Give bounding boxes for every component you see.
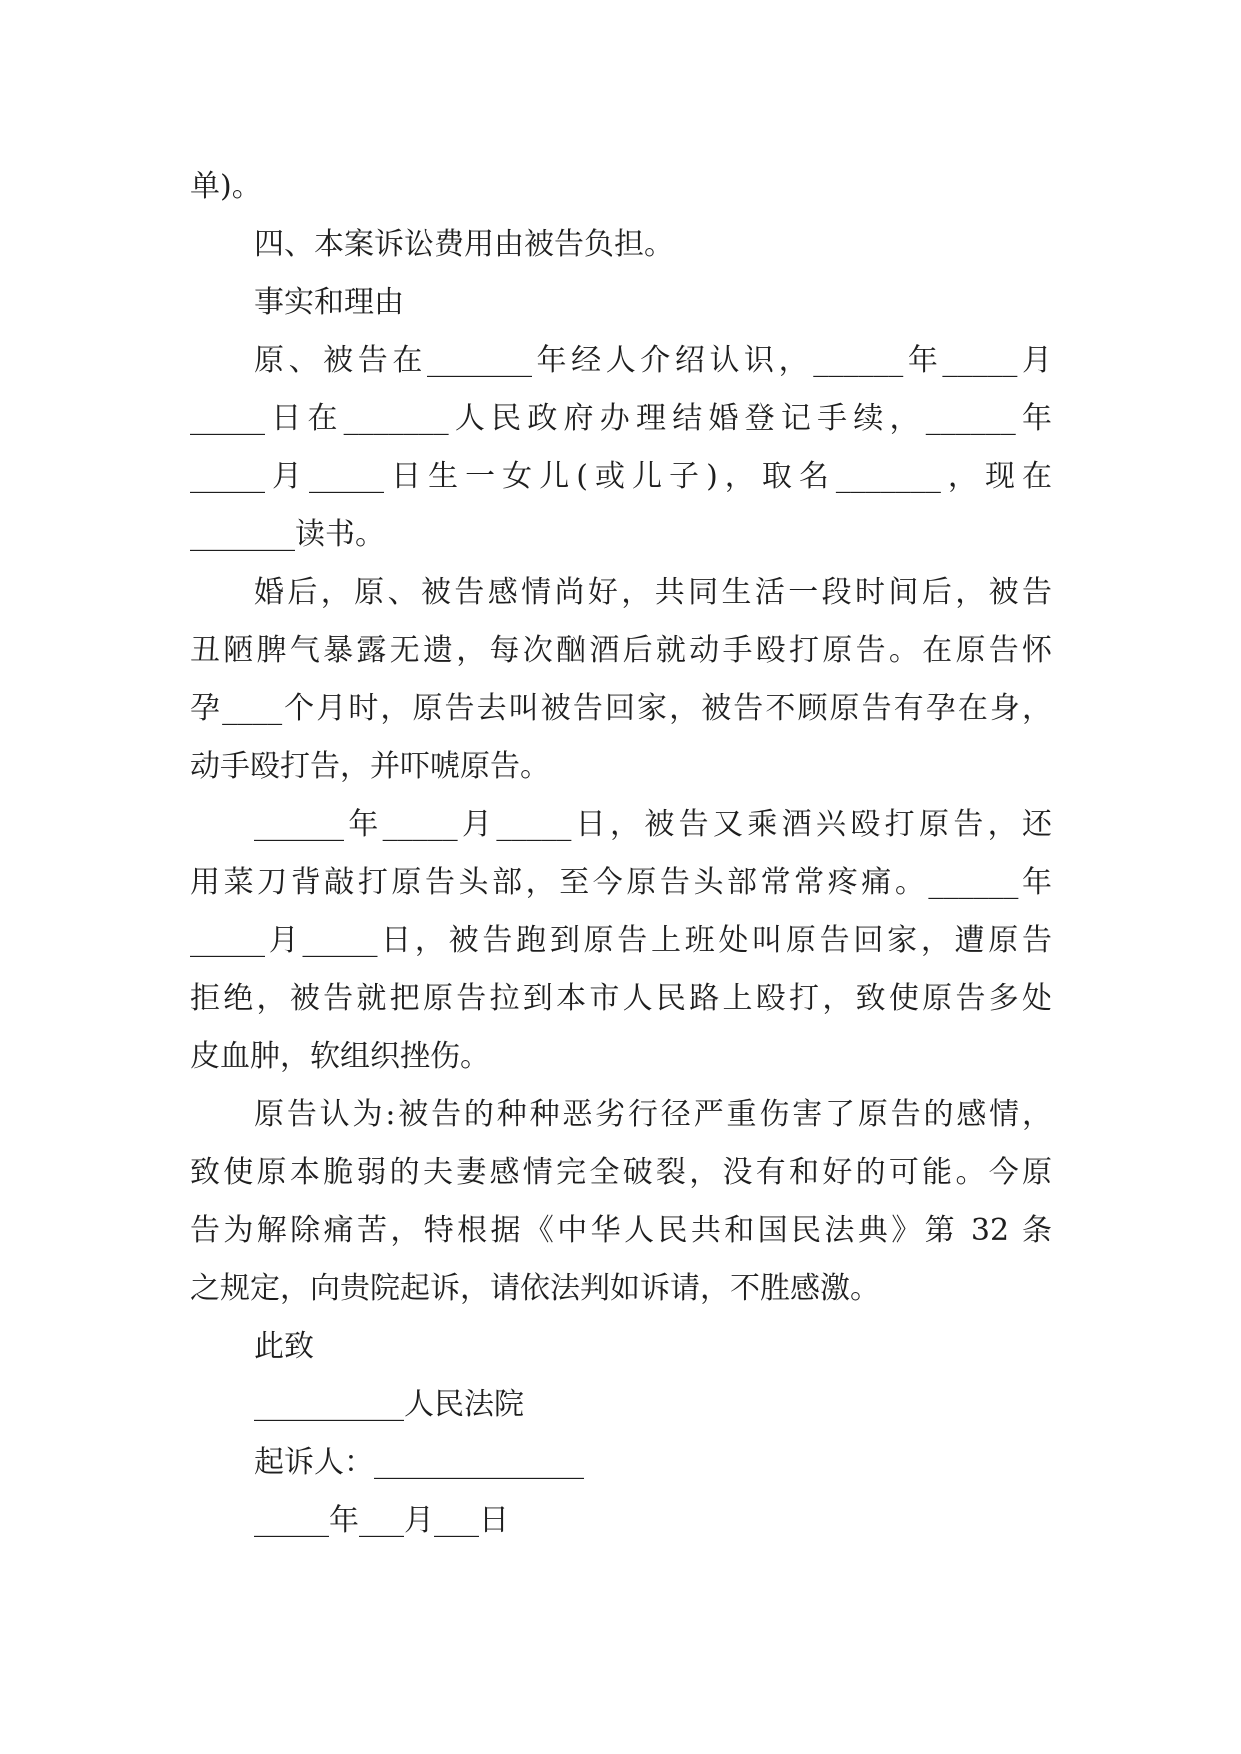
salutation: 此致 [254, 1329, 314, 1364]
text-line: 丑陋脾气暴露无遗，每次酗酒后就动手殴打原告。在原告怀 [190, 633, 1052, 668]
document-body [190, 158, 1052, 1550]
text-line: 告为解除痛苦，特根据《中华人民共和国民法典》第 32 条 [190, 1213, 1052, 1248]
text-line: _______读书。 [190, 517, 385, 552]
text-line: 动手殴打告，并吓唬原告。 [190, 749, 550, 784]
text-line: _____月_____日，被告跑到原告上班处叫原告回家，遭原告 [190, 923, 1052, 958]
text-line: 婚后，原、被告感情尚好，共同生活一段时间后，被告 [254, 575, 1052, 610]
plaintiff-signature-line: 起诉人：______________ [254, 1445, 584, 1480]
text-line: 原、被告在_______年经人介绍认识，______年_____月 [254, 343, 1052, 378]
text-line: 单)。 [190, 169, 262, 204]
text-line: 致使原本脆弱的夫妻感情完全破裂，没有和好的可能。今原 [190, 1155, 1052, 1190]
text-line: 四、本案诉讼费用由被告负担。 [254, 227, 674, 262]
text-line: 拒绝，被告就把原告拉到本市人民路上殴打，致使原告多处 [190, 981, 1052, 1016]
text-line: 原告认为:被告的种种恶劣行径严重伤害了原告的感情， [254, 1097, 1052, 1132]
text-line: _____日在_______人民政府办理结婚登记手续，______年 [190, 401, 1052, 436]
text-line: 用菜刀背敲打原告头部，至今原告头部常常疼痛。______年 [190, 865, 1052, 900]
court-name-line: __________人民法院 [254, 1387, 524, 1422]
text-line: _____月_____日生一女儿(或儿子)，取名_______，现在 [190, 459, 1052, 494]
section-heading: 事实和理由 [254, 285, 404, 320]
text-line: 之规定，向贵院起诉，请依法判如诉请，不胜感激。 [190, 1271, 880, 1306]
text-line: 皮血肿，软组织挫伤。 [190, 1039, 490, 1074]
text-line: 孕____个月时，原告去叫被告回家，被告不顾原告有孕在身， [190, 691, 1052, 726]
text-line: ______年_____月_____日，被告又乘酒兴殴打原告，还 [254, 807, 1052, 842]
date-line: _____年___月___日 [254, 1503, 509, 1538]
